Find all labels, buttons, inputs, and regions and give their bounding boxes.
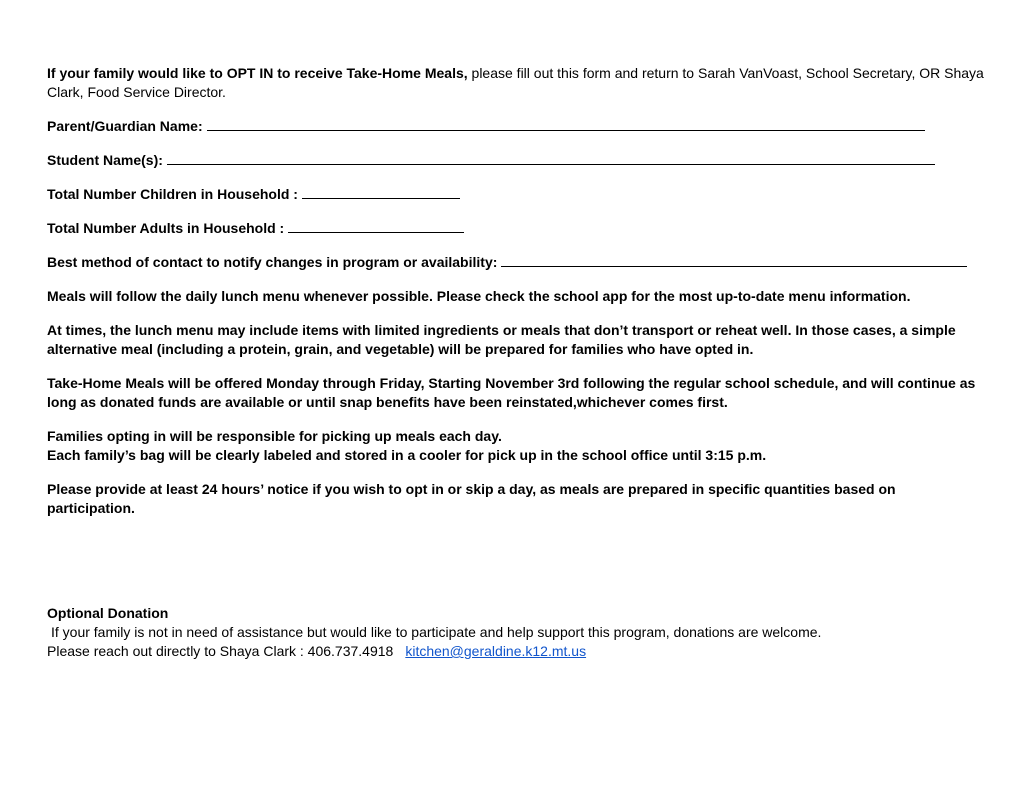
optional-donation-section (47, 604, 987, 661)
children-count-blank[interactable] (302, 185, 460, 199)
student-names-blank[interactable] (167, 151, 935, 165)
pickup-paragraph (47, 427, 987, 465)
form-body (47, 64, 987, 533)
pickup-line-1: Families opting in will be responsible for picking up meals each day. (47, 428, 502, 444)
pickup-line-2: Each family’s bag will be clearly labeled and stored in a cooler for pick up in the school office until 3:15 p.m. (47, 447, 767, 463)
donation-line-1: If your family is not in need of assistance but would like to participate and help support this program, donations are welcome. (51, 624, 822, 640)
student-names-label: Student Name(s): (47, 152, 167, 168)
donation-contact-text: Please reach out directly to Shaya Clark : 406.737.4918 (47, 643, 394, 659)
intro-bold-lead: If your family would like to OPT IN to receive Take-Home Meals, (47, 65, 468, 81)
adults-count-field (47, 219, 987, 238)
children-count-field (47, 185, 987, 204)
student-names-field (47, 151, 987, 170)
parent-name-blank[interactable] (207, 117, 925, 131)
donation-line-2 (47, 642, 987, 661)
parent-name-field (47, 117, 987, 136)
contact-method-field (47, 253, 987, 272)
contact-method-label: Best method of contact to notify changes in program or availability: (47, 254, 502, 270)
donation-heading: Optional Donation (47, 605, 169, 621)
notice-paragraph: Please provide at least 24 hours’ notice if you wish to opt in or skip a day, as meals are prepared in specific quantities based on participation. (47, 481, 896, 516)
parent-name-label: Parent/Guardian Name: (47, 118, 207, 134)
children-count-label: Total Number Children in Household : (47, 186, 302, 202)
alternative-meal-paragraph: At times, the lunch menu may include items with limited ingredients or meals that don’t transport or reheat well. In those cases, a simple alternative meal (including a protein, grain, and vegetable) will be prepared for families who have opted in. (47, 322, 956, 357)
intro-paragraph (47, 64, 987, 102)
schedule-paragraph: Take-Home Meals will be offered Monday through Friday, Starting November 3rd following the regular school schedule, and will continue as long as donated funds are available or until snap benefits have been reinstated,whichever comes first. (47, 375, 976, 410)
email-link[interactable]: kitchen@geraldine.k12.mt.us (405, 643, 587, 659)
adults-count-blank[interactable] (288, 219, 464, 233)
menu-paragraph: Meals will follow the daily lunch menu whenever possible. Please check the school app for the most up-to-date menu information. (47, 288, 911, 304)
adults-count-label: Total Number Adults in Household : (47, 220, 289, 236)
contact-method-blank[interactable] (501, 253, 967, 267)
intro-rest: please fill out this form and return to Sarah VanVoast, School Secretary, OR Shaya Clark, Food Service Director. (47, 65, 984, 100)
